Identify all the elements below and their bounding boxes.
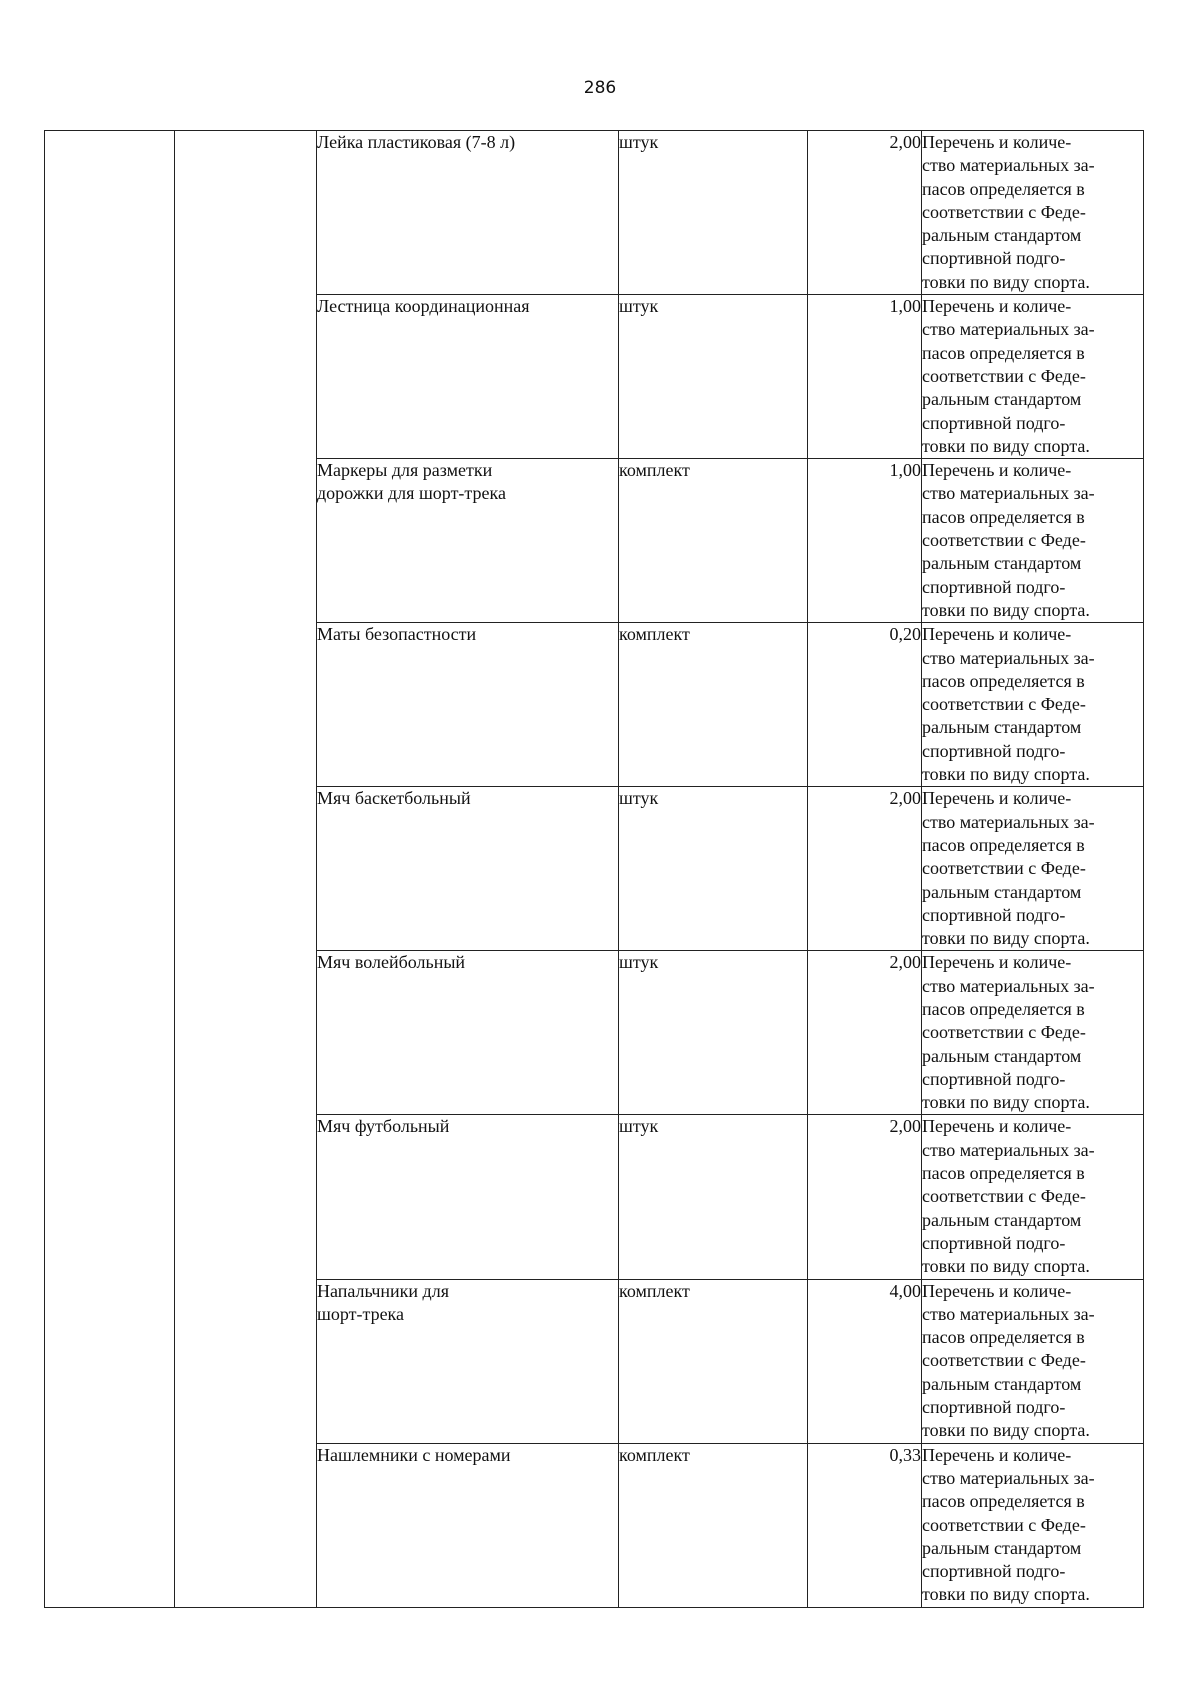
note-line: товки по виду спорта. [922,1584,1090,1605]
unit-cell: комплект [619,459,808,623]
item-name-cell [317,623,619,787]
note-line: ство материальных за- [922,1467,1095,1488]
note-line: Перечень и количе- [922,952,1072,973]
quantity-cell: 4,00 [808,1279,922,1443]
empty-column-2-cell [175,131,317,1608]
note-cell [922,1443,1144,1607]
note-line: товки по виду спорта. [922,928,1090,949]
note-line: спортивной подго- [922,1561,1066,1582]
note-line: товки по виду спорта. [922,1256,1090,1277]
note-line: товки по виду спорта. [922,1092,1090,1113]
note-line: пасов определяется в [922,342,1085,363]
page-number: 286 [583,78,617,98]
note-line: спортивной подго- [922,248,1066,269]
note-line: Перечень и количе- [922,1444,1072,1465]
note-line: пасов определяется в [922,1163,1085,1184]
empty-column-1-cell [45,131,175,1608]
note-line: ство материальных за- [922,975,1095,996]
item-name-line: Нашлемники с номерами [317,1444,511,1465]
item-name-line: шорт-трека [317,1303,405,1324]
note-line: пасов определяется в [922,1327,1085,1348]
note-line: ральным стандартом [922,1537,1082,1558]
note-cell [922,131,1144,295]
unit-cell: штук [619,131,808,295]
note-line: соответствии с Феде- [922,858,1086,879]
note-line: ство материальных за- [922,155,1095,176]
quantity-cell: 1,00 [808,295,922,459]
item-name-cell [317,787,619,951]
note-line: спортивной подго- [922,1397,1066,1418]
unit-cell: комплект [619,1443,808,1607]
note-line: соответствии с Феде- [922,201,1086,222]
note-line: соответствии с Феде- [922,1186,1086,1207]
note-line: пасов определяется в [922,834,1085,855]
table-body [45,131,1144,1608]
note-line: спортивной подго- [922,904,1066,925]
item-name-cell [317,951,619,1115]
note-line: Перечень и количе- [922,1116,1072,1137]
item-name-line: Мяч футбольный [317,1116,450,1137]
note-line: ральным стандартом [922,881,1082,902]
note-line: спортивной подго- [922,576,1066,597]
note-line: ство материальных за- [922,1139,1095,1160]
item-name-line: Маты безопастности [317,624,477,645]
item-name-line: Маркеры для разметки [317,460,493,481]
item-name-cell [317,1115,619,1279]
unit-cell: штук [619,1115,808,1279]
quantity-cell: 0,33 [808,1443,922,1607]
note-line: пасов определяется в [922,506,1085,527]
note-cell [922,787,1144,951]
table-row [45,131,1144,295]
note-line: соответствии с Феде- [922,1514,1086,1535]
quantity-cell: 2,00 [808,787,922,951]
note-line: ство материальных за- [922,1303,1095,1324]
note-cell [922,459,1144,623]
note-line: спортивной подго- [922,1068,1066,1089]
unit-cell: комплект [619,1279,808,1443]
item-name-cell [317,459,619,623]
item-name-line: Мяч волейбольный [317,952,466,973]
note-line: ство материальных за- [922,483,1095,504]
note-line: пасов определяется в [922,178,1085,199]
note-line: соответствии с Феде- [922,694,1086,715]
note-line: Перечень и количе- [922,1280,1072,1301]
note-cell [922,295,1144,459]
note-cell [922,623,1144,787]
item-name-cell [317,131,619,295]
note-line: ральным стандартом [922,1373,1082,1394]
note-line: спортивной подго- [922,740,1066,761]
item-name-line: Лейка пластиковая (7-8 л) [317,132,516,152]
note-line: товки по виду спорта. [922,271,1090,292]
note-line: ральным стандартом [922,225,1082,246]
item-name-line: Мяч баскетбольный [317,788,471,809]
note-line: соответствии с Феде- [922,365,1086,386]
item-name-line: Лестница координационная [317,296,530,317]
note-line: товки по виду спорта. [922,764,1090,785]
note-line: ральным стандартом [922,389,1082,410]
note-line: Перечень и количе- [922,460,1072,481]
note-cell [922,1115,1144,1279]
quantity-cell: 1,00 [808,459,922,623]
note-line: ство материальных за- [922,811,1095,832]
note-line: соответствии с Феде- [922,530,1086,551]
note-line: Перечень и количе- [922,132,1072,152]
quantity-cell: 2,00 [808,951,922,1115]
note-cell [922,951,1144,1115]
note-line: ральным стандартом [922,717,1082,738]
equipment-table [44,130,1144,1608]
unit-cell: штук [619,787,808,951]
item-name-cell [317,1443,619,1607]
note-line: Перечень и количе- [922,624,1072,645]
note-line: ральным стандартом [922,553,1082,574]
quantity-cell: 2,00 [808,131,922,295]
item-name-line: дорожки для шорт-трека [317,483,506,504]
unit-cell: штук [619,295,808,459]
item-name-line: Напальчники для [317,1280,449,1301]
note-line: пасов определяется в [922,670,1085,691]
unit-cell: штук [619,951,808,1115]
note-line: Перечень и количе- [922,296,1072,317]
note-line: пасов определяется в [922,1491,1085,1512]
note-cell [922,1279,1144,1443]
item-name-cell [317,1279,619,1443]
note-line: ство материальных за- [922,319,1095,340]
note-line: соответствии с Феде- [922,1350,1086,1371]
note-line: ство материальных за- [922,647,1095,668]
note-line: соответствии с Феде- [922,1022,1086,1043]
quantity-cell: 2,00 [808,1115,922,1279]
note-line: спортивной подго- [922,1232,1066,1253]
note-line: Перечень и количе- [922,788,1072,809]
note-line: ральным стандартом [922,1209,1082,1230]
item-name-cell [317,295,619,459]
quantity-cell: 0,20 [808,623,922,787]
note-line: товки по виду спорта. [922,1420,1090,1441]
note-line: спортивной подго- [922,412,1066,433]
note-line: ральным стандартом [922,1045,1082,1066]
note-line: товки по виду спорта. [922,435,1090,456]
note-line: товки по виду спорта. [922,599,1090,620]
unit-cell: комплект [619,623,808,787]
note-line: пасов определяется в [922,998,1085,1019]
